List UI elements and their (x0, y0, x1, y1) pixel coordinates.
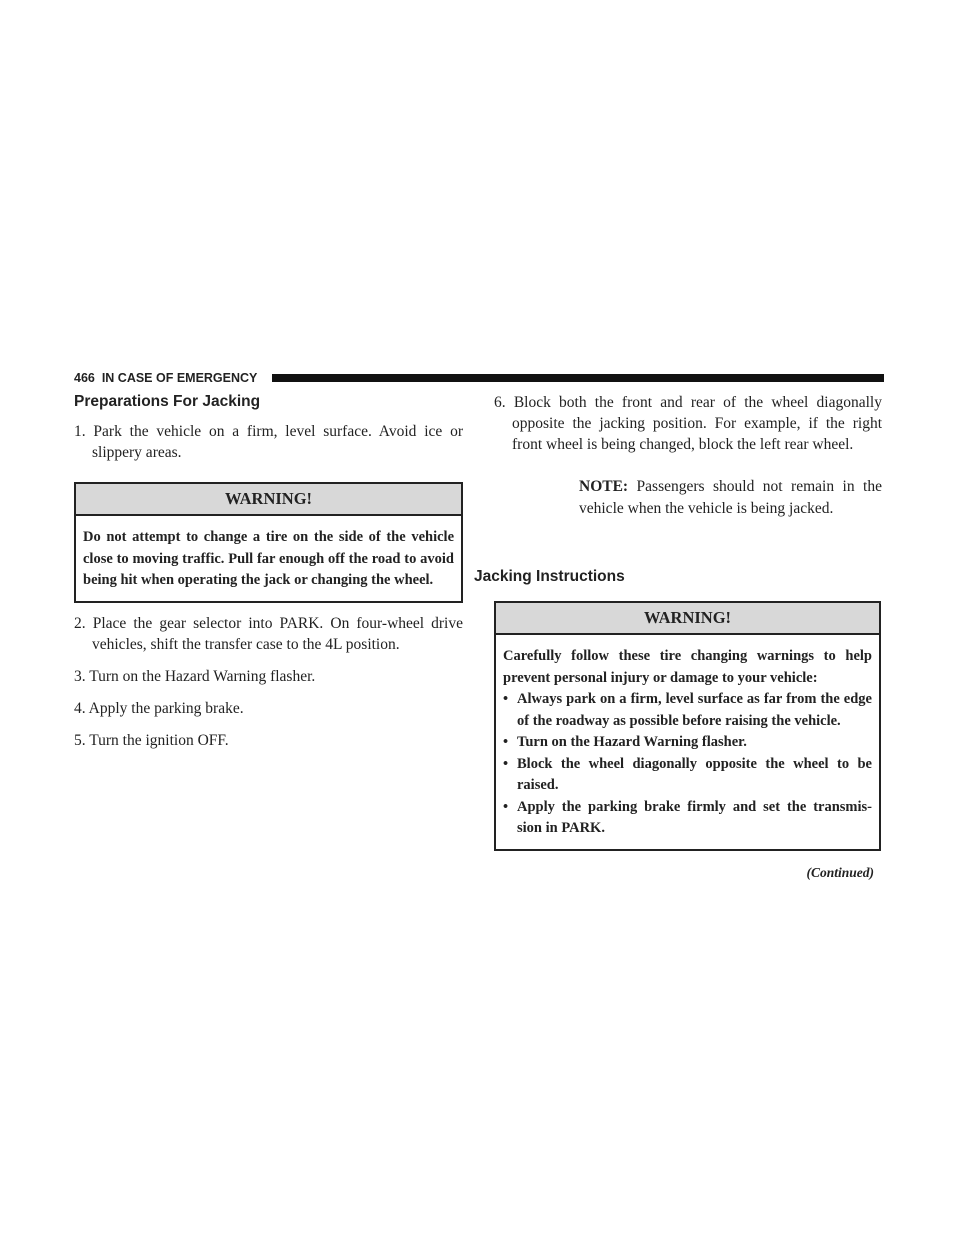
note (494, 476, 882, 520)
warning-bullet-text: Turn on the Hazard Warning flasher. (517, 734, 747, 750)
warning-title: WARNING! (496, 603, 879, 635)
warning-body (496, 635, 879, 849)
section-title: IN CASE OF EMERGENCY (101, 371, 258, 385)
step-3: 3. Turn on the Hazard Warning flasher. (74, 667, 316, 685)
page-number: 466 (74, 371, 95, 385)
warning-box-1 (74, 482, 463, 603)
warning-bullet (503, 732, 872, 754)
continued-label: (Continued) (806, 864, 874, 880)
section-heading-jacking: Jacking Instructions (474, 568, 625, 585)
warning-bullet-text: Apply the parking brake firmly and set the transmis- sion in PARK. (517, 798, 872, 836)
section-heading-preparations: Preparations For Jacking (74, 393, 261, 410)
step-1: 1. Park the vehicle on a firm, level surface. Avoid ice or slippery areas. (74, 423, 463, 461)
warning-bullet-text: Block the wheel diagonally opposite the wheel to be raised. (517, 755, 872, 793)
warning-bullet (503, 797, 872, 840)
bullet-glyph: • (503, 734, 509, 750)
header-rule (272, 374, 884, 382)
warning-box-2 (494, 601, 881, 851)
step-5: 5. Turn the ignition OFF. (74, 731, 229, 749)
step-4: 4. Apply the parking brake. (74, 699, 244, 717)
page-header (74, 371, 884, 385)
note-text: Passengers should not remain in the vehicle when the vehicle is being jacked. (579, 478, 882, 517)
warning-title: WARNING! (76, 484, 461, 516)
step-2: 2. Place the gear selector into PARK. On four-wheel drive vehicles, shift the transfer case to the 4L position. (74, 614, 463, 653)
right-column (474, 392, 882, 881)
bullet-glyph: • (503, 691, 509, 707)
warning-bullet (503, 689, 872, 732)
warning-bullet-text: Always park on a firm, level surface as far from the edge of the roadway as possible before raising the vehicle. (517, 691, 872, 729)
warning-body (76, 516, 461, 601)
note-label: NOTE: (579, 478, 629, 495)
step-6: 6. Block both the front and rear of the wheel diagonally opposite the jacking position. For example, if the right front wheel is being changed, block the left rear wheel. (494, 394, 882, 453)
warning-bullet (503, 754, 872, 797)
left-column (74, 392, 463, 751)
bullet-glyph: • (503, 755, 509, 772)
page-header-label (74, 371, 257, 385)
warning-intro: Carefully follow these tire changing warnings to help prevent personal injury or damage to your vehicle: (503, 648, 872, 686)
bullet-glyph: • (503, 798, 509, 815)
warning-text: Do not attempt to change a tire on the side of the vehicle close to moving traffic. Pull far enough off the road to avoid being hit when operating the jack or changing the wheel. (83, 529, 454, 588)
